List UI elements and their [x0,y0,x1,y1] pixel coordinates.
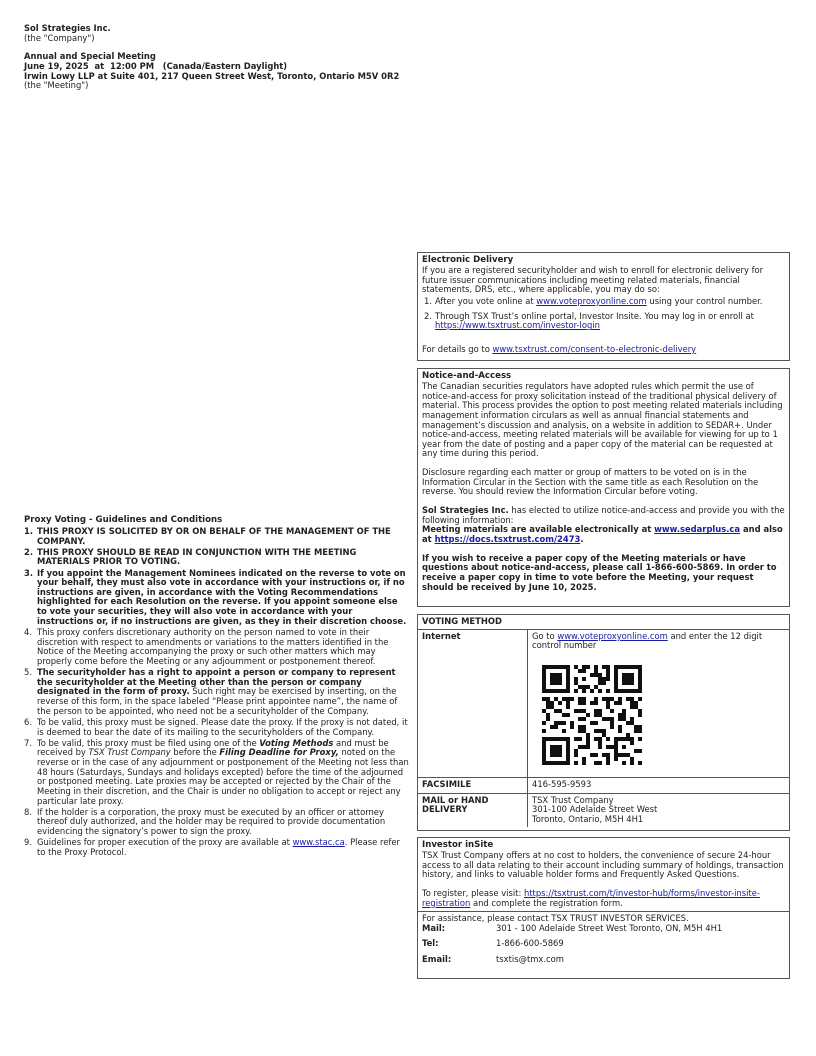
investor-insite-box [417,837,790,979]
qr-code-icon[interactable] [542,665,642,765]
voting-method-title: VOTING METHOD [422,616,502,626]
notice-access-box [417,368,790,607]
guidelines-title: Proxy Voting - Guidelines and Conditions [24,515,223,525]
consent-link[interactable]: www.tsxtrust.com/consent-to-electronic-delivery [492,343,697,354]
investor-insite-p1: TSX Trust Company offers at no cost to holders, the convenience of secure 24-hour access to all data relating to their account including summary of holdings, transaction history, and links to valuable holder forms and Frequently Asked Questions. [422,849,784,880]
guideline-item: 6. To be valid, this proxy must be signed. Please date the proxy. If the proxy is not dated, it is deemed to bear the date of its mailing to the securityholders of the Company. [24,716,408,737]
guideline-item: 8. If the holder is a corporation, the proxy must be executed by an officer or attorney thereof duly authorized, and the holder may be required to provide documentation evidencing the signatory’s power to sign the proxy. [24,806,386,837]
proxy-guidelines [24,516,410,859]
internet-cell: Go to www.voteproxyonline.com and enter the 12 digit control number [528,629,790,777]
mail-address: TSX Trust Company 301-100 Adelaide Street West Toronto, Ontario, M5H 4H1 [528,793,790,826]
company-name: Sol Strategies Inc. [24,23,111,33]
details-line: For details go to www.tsxtrust.com/consent-to-electronic-delivery [422,343,697,354]
investor-insite-p2: To register, please visit: https://tsxtrust.com/t/investor-hub/forms/investor-insite-registration and complete the registration form. [422,887,760,908]
facsimile-label: FACSIMILE [418,777,528,793]
guideline-item: 2. THIS PROXY SHOULD BE READ IN CONJUNCTION WITH THE MEETING MATERIALS PRIOR TO VOTING. [24,546,357,567]
notice-access-p2: Disclosure regarding each matter or group of matters to be voted on is in the Information Circular in the Section with the same title as each Resolution on the reverse. You should review the Information Circular before voting. [422,467,759,497]
guideline-item: 1. THIS PROXY IS SOLICITED BY OR ON BEHALF OF THE MANAGEMENT OF THE COMPANY. [24,525,391,546]
voteproxy-link[interactable]: www.voteproxyonline.com [536,295,647,306]
assistance-text: For assistance, please contact TSX TRUST INVESTOR SERVICES. [422,913,689,924]
list-item: 1. After you vote online at www.voteproxyonline.com using your control number. [424,295,763,306]
contact-mail: Mail: 301 - 100 Adelaide Street West Toronto, ON, M5H 4H1 [422,922,723,933]
voting-method-box [417,614,790,831]
sedar-link[interactable]: www.sedarplus.ca [654,524,741,535]
mail-label: MAIL or HAND DELIVERY [418,793,528,826]
guideline-item: 9. Guidelines for proper execution of the proxy are available at www.stac.ca. Please refer to the Proxy Protocol. [24,837,400,857]
voteproxy-link[interactable]: www.voteproxyonline.com [557,630,668,641]
notice-access-p5: If you wish to receive a paper copy of the Meeting materials or have questions about notice-and-access, please call 1-866-600-5869. In order to receive a paper copy in time to vote before the Meeting, your request should be received by June 10, 2025. [422,552,777,592]
meeting-header [24,24,424,91]
meeting-date: June 19, 2025 at 12:00 PM (Canada/Eastern Daylight) [24,60,288,71]
electronic-delivery-title: Electronic Delivery [422,255,514,265]
stac-link[interactable]: www.stac.ca [292,837,345,848]
investor-login-link[interactable]: https://www.tsxtrust.com/investor-login [435,320,600,331]
meeting-alias: (the "Meeting") [24,80,89,91]
meeting-place: Irwin Lowy LLP at Suite 401, 217 Queen Street West, Toronto, Ontario M5V 0R2 [24,70,400,81]
company-alias: (the "Company") [24,32,95,43]
meeting-type: Annual and Special Meeting [24,51,156,62]
contact-email: Email: tsxtis@tmx.com [422,954,564,965]
notice-access-p1: The Canadian securities regulators have adopted rules which permit the use of notice-and-access for proxy solicitation instead of the traditional physical delivery of material. This process provides the option to post meeting related materials including management information circulars as well as annual financial statements and management’s discussion and analysis, on a website in addition to SEDAR+. Under notice-and-access, meeting related materials will be available for viewing for up to 1 year from the date of posting and a paper copy of the material can be requested at any time during this period. [422,380,783,459]
insite-registration-link[interactable]: https://tsxtrust.com/t/investor-hub/forms/investor-insite-registration [422,887,760,908]
notice-access-p3: Sol Strategies Inc. has elected to utilize notice-and-access and provide you with the following information: [422,505,785,525]
guideline-item: 4. This proxy confers discretionary authority on the person named to vote in their discretion with respect to amendments or variations to the matters identified in the Notice of the Meeting accompanying the proxy or such other matters which may properly come before the Meeting or any adjournment or postponement thereof. [24,626,389,666]
facsimile-value: 416-595-9593 [528,777,790,793]
electronic-delivery-intro: If you are a registered securityholder and wish to enroll for electronic delivery for future issuer communications including meeting related materials, financial statements, DRS, etc., where applicable, you may do so: [422,264,764,295]
list-item: 2. Through TSX Trust’s online portal, Investor Insite. You may log in or enroll at https://www.tsxtrust.com/investor-login [424,310,754,331]
notice-access-p4: Meeting materials are available electronically at www.sedarplus.ca and also at https://docs.tsxtrust.com/2473. [422,524,783,545]
internet-label: Internet [418,629,528,777]
notice-access-title: Notice-and-Access [422,371,512,381]
investor-insite-title: Investor inSite [422,840,494,850]
guideline-item: 5. The securityholder has a right to appoint a person or company to represent the securityholder at the Meeting other than the person or company designated in the form of proxy. Such right may be exercised by inserting, on the reverse of this form, in the space labeled “Please print appointee name”, the name of the person to be appointed, who need not be a securityholder of the Company. [24,667,398,716]
docs-link[interactable]: https://docs.tsxtrust.com/2473 [434,534,581,545]
electronic-delivery-box [417,252,790,361]
guideline-item: 7. To be valid, this proxy must be filed using one of the Voting Methods and must be received by TSX Trust Company before the Filing Deadline for Proxy, noted on the reverse or in the case of any adjournment or postponement of the Meeting not less than 48 hours (Saturdays, Sundays and holidays excepted) before the time of the adjourned or postponed meeting. Late proxies may be accepted or rejected by the Chair of the Meeting in their discretion, and the Chair is under no obligation to accept or reject any particular late proxy. [24,737,409,806]
guideline-item: 3. If you appoint the Management Nominees indicated on the reverse to vote on your behalf, they must also vote in accordance with your instructions or, if no instructions are given, in accordance with the Voting Recommendations highlighted for each Resolution on the reverse. If you appoint someone else to vote your securities, they will also vote in accordance with your instructions or, if no instructions are given, as they in their discretion choose. [24,567,407,626]
contact-tel: Tel: 1-866-600-5869 [422,938,564,949]
